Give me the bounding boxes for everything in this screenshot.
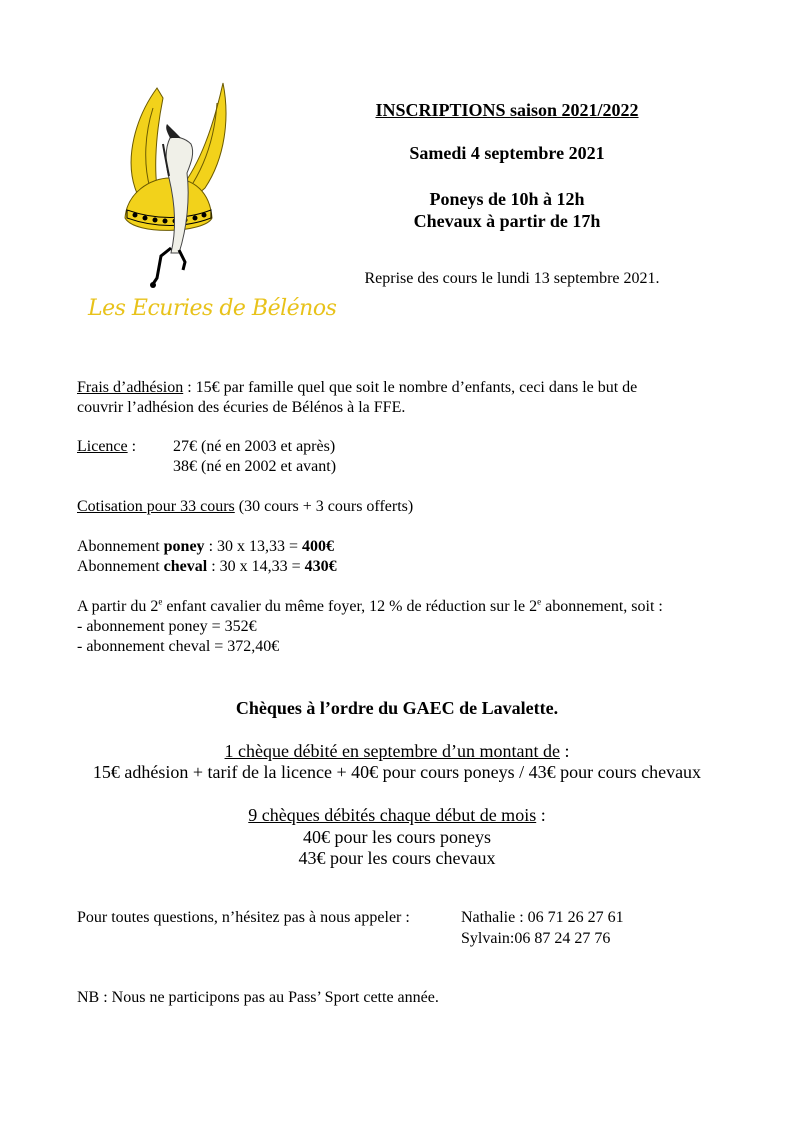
discount-text: abonnement, soit : bbox=[541, 598, 663, 615]
contact-intro: Pour toutes questions, n’hésitez pas à nous appeler : bbox=[77, 909, 410, 926]
subscription-kind: cheval bbox=[163, 558, 208, 575]
discount-sup: e bbox=[537, 596, 542, 607]
horses-time: Chevaux à partir de 17h bbox=[413, 211, 601, 231]
licence-colon: : bbox=[127, 438, 137, 455]
winged-horse-logo-icon bbox=[95, 78, 245, 293]
nine-cheques-horses: 43€ pour les cours chevaux bbox=[298, 848, 496, 868]
nine-cheques-label: 9 chèques débités chaque début de mois bbox=[248, 805, 537, 825]
registration-date: Samedi 4 septembre 2021 bbox=[409, 143, 605, 163]
subscription-calc: : 30 x 13,33 = bbox=[204, 538, 303, 555]
subscription-prefix: Abonnement bbox=[77, 558, 164, 575]
first-cheque-detail: 15€ adhésion + tarif de la licence + 40€ pour cours poneys / 43€ pour cours chevaux bbox=[92, 762, 702, 782]
first-cheque-label: 1 chèque débité en septembre d’un montant de bbox=[224, 741, 560, 761]
nine-cheques-heading bbox=[0, 805, 794, 826]
contact-sylvain: Sylvain:06 87 24 27 76 bbox=[461, 930, 611, 947]
subscription-total: 400€ bbox=[302, 538, 335, 555]
ponies-time: Poneys de 10h à 12h bbox=[429, 189, 585, 209]
cheques-order: Chèques à l’ordre du GAEC de Lavalette. bbox=[235, 698, 559, 718]
fees-label: Frais d’adhésion bbox=[77, 379, 184, 396]
licence-price-1: 27€ (né en 2003 et après) bbox=[173, 438, 336, 455]
subscription-cheval bbox=[77, 558, 337, 576]
nine-cheques-ponies: 40€ pour les cours poneys bbox=[303, 827, 491, 847]
cotisation-line bbox=[77, 498, 413, 516]
first-cheque-colon: : bbox=[559, 741, 570, 761]
subscription-prefix: Abonnement bbox=[77, 538, 164, 555]
fees-text: : 15€ par famille quel que soit le nombre d’enfants, ceci dans le but de bbox=[183, 379, 638, 396]
pass-sport-note: NB : Nous ne participons pas au Pass’ Sport cette année. bbox=[77, 989, 439, 1006]
fees-line-2: couvrir l’adhésion des écuries de Bélénos à la FFE. bbox=[77, 399, 406, 416]
fees-line-1 bbox=[77, 379, 637, 397]
subscription-kind: poney bbox=[163, 538, 205, 555]
cotisation-label: Cotisation pour 33 cours bbox=[77, 498, 235, 515]
logo bbox=[95, 78, 245, 293]
page-title: INSCRIPTIONS saison 2021/2022 bbox=[375, 100, 639, 120]
discount-item-cheval: - abonnement cheval = 372,40€ bbox=[77, 638, 280, 655]
discount-line bbox=[77, 598, 663, 616]
subscription-calc: : 30 x 14,33 = bbox=[207, 558, 305, 575]
discount-sup: e bbox=[158, 596, 163, 607]
discount-item-poney: - abonnement poney = 352€ bbox=[77, 618, 257, 635]
subscription-poney bbox=[77, 538, 334, 556]
discount-text: enfant cavalier du même foyer, 12 % de réduction sur le 2 bbox=[162, 598, 538, 615]
discount-text: A partir du 2 bbox=[77, 598, 159, 615]
licence-price-2: 38€ (né en 2002 et avant) bbox=[173, 458, 337, 475]
cotisation-detail: (30 cours + 3 cours offerts) bbox=[234, 498, 414, 515]
contact-nathalie: Nathalie : 06 71 26 27 61 bbox=[461, 909, 624, 926]
logo-brand-text: Les Ecuries de Bélénos bbox=[88, 296, 337, 321]
licence-heading bbox=[77, 438, 136, 456]
nine-cheques-colon: : bbox=[536, 805, 546, 825]
resume-date: Reprise des cours le lundi 13 septembre 2021. bbox=[364, 270, 660, 287]
first-cheque-heading bbox=[0, 741, 794, 762]
subscription-total: 430€ bbox=[304, 558, 337, 575]
licence-label: Licence bbox=[77, 438, 128, 455]
